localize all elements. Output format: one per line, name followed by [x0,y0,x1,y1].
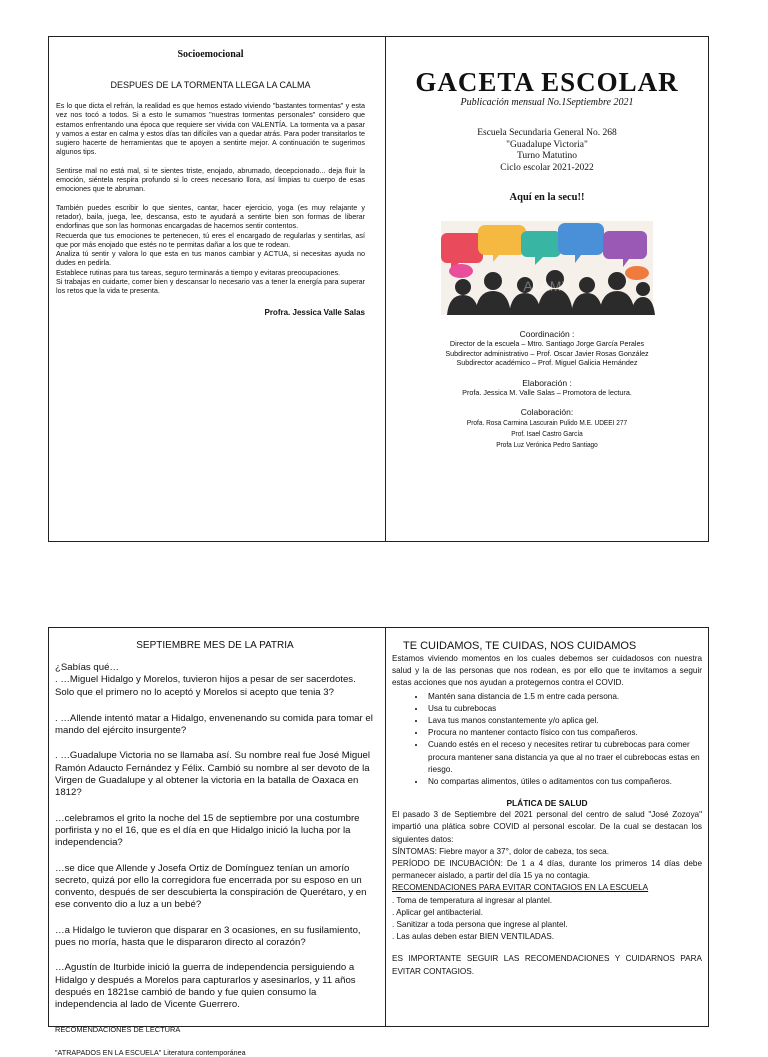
elaboration-line: Profa. Jessica M. Valle Salas – Promotora de lectura. [462,387,632,397]
paragraph: Si trabajas en cuidarte, comer bien y descansar lo necesario vas a tener la energía para superar los retos que la vida te presenta. [56,277,365,296]
paragraph: Analiza tú sentir y valora lo que esta en tus manos cambiar y ACTUA, si necesitas ayuda no dudes en pedirla. [56,249,365,268]
author-signature: Profra. Jessica Valle Salas [264,307,365,317]
recommendations-heading: RECOMENDACIONES PARA EVITAR CONTAGIOS EN LA ESCUELA [392,883,649,893]
tagline: Aquí en la secu!! [509,192,585,204]
fact-item: …Agustín de Iturbide inició la guerra de independencia persiguiendo a Hidalgo y después a Morelos para capturarlos y asesinarlos, y 11 años después en 1821se cambió de bando y fue quien consumo la independencia al lado de Vicente Guerrero. [55,962,356,1011]
paragraph: Es lo que dicta el refrán, la realidad es que hemos estado viviendo "bastantes tormentas" y esta vez nos tocó a todos. Si a esto le sumamos "nuestras tormentas personales" considero que estamos enfrentando una época que requiere ser vivida con VALENTÍA. La tormenta va a pasar y vamos a estar en calma y estos días tan difíciles van a quedar atrás. Para poder transitarlos te sugiero hacerte de herramientas que te apoyen a sentirte mejor. A continuación te sugerimos algunos tips. [56,101,365,157]
closing-note: ES IMPORTANTE SEGUIR LAS RECOMENDACIONES Y CUIDARNOS PARA EVITAR CONTAGIOS. [392,954,702,976]
coordination-line: Subdirector académico – Prof. Miguel Galicia Hernández [456,358,638,368]
recommendation-item: . Aplicar gel antibacterial. [392,907,484,917]
prevention-list [392,691,702,789]
paragraph: Recuerda que tus emociones te pertenecen, tú eres el encargado de regularlas y sentirlas, así que por más enojado que estés no te permitas dañar a los que te rodean. [56,230,365,249]
incubation-line: PERÍODO DE INCUBACIÓN: De 1 a 4 días, durante los primeros 14 días debe permanecer aislado, a partir del día 15 ya no contagia. [392,859,702,881]
list-item: • No compartas alimentos, útiles o aditamentos con tus compañeros. [426,776,702,788]
coordination-line: Subdirector administrativo – Prof. Oscar Javier Rosas González [445,348,649,358]
list-item: • Mantén sana distancia de 1.5 m entre cada persona. [426,691,702,703]
school-line: "Guadalupe Victoria" [506,139,588,150]
sabias-que-intro: ¿Sabías qué… [55,662,119,673]
section-title: SEPTIEMBRE MES DE LA PATRIA [136,640,294,651]
watermark: ALAMY [523,278,571,295]
collaboration-line: Profa Luz Verónica Pedro Santiago [496,440,598,450]
people-talking-illustration [441,221,653,315]
fact-item: …se dice que Allende y Josefa Ortiz de Domínguez tenían un amorío secreto, quizá por ello la corregidora fue encerrada por su esposo en un convento, después de ser descubierta la conspiración de Querétaro, y en ese convento dio a luz a un bebé? [55,862,367,911]
book-recommendation: "ATRAPADOS EN LA ESCUELA" Literatura contemporánea [55,1047,246,1057]
school-info [386,128,708,174]
recommendation-item: . Toma de temperatura al ingresar al plantel. [392,895,553,905]
salud-panel [385,627,709,1027]
list-item: • Procura no mantener contacto físico con tus compañeros. [426,727,702,739]
cover-panel [385,36,709,542]
coordination-line: Director de la escuela – Mtro. Santiago Jorge García Perales [449,339,645,349]
school-line: Escuela Secundaria General No. 268 [477,128,617,138]
fact-item: . …Miguel Hidalgo y Morelos, tuvieron hijos a pesar de ser sacerdotes. Solo que el primero no lo aceptó y Morelos si acepto que tenia 3? [55,674,356,698]
article-title: DESPUES DE LA TORMENTA LLEGA LA CALMA [110,80,311,90]
section-title: TE CUIDAMOS, TE CUIDAS, NOS CUIDAMOS [403,640,637,652]
talk-paragraph: El pasado 3 de Septiembre del 2021 personal del centro de salud "José Zozoya" impartió una plática sobre COVID al personal escolar. De la cual se destacan los siguientes datos: [392,810,702,844]
speech-bubbles-image [441,221,653,315]
list-item: • Lava tus manos constantemente y/o aplica gel. [426,715,702,727]
school-line: Turno Matutino [516,151,578,162]
intro-paragraph: Estamos viviendo momentos en los cuales debemos ser cuidadosos con nuestra salud y la de las personas que nos rodean, es por ello que te invitamos a seguir estas acciones que nos ayudan a protegernos contra el COVID. [392,654,702,688]
paragraph: Sentirse mal no está mal, si te sientes triste, enojado, abrumado, decepcionado... deja fluir la emoción, siéntela respira profundo si lo crees necesario llora, así limpias tu cuerpo de esas emociones que te abruman. [56,165,365,194]
recommendation-item: . Las aulas deben estar BIEN VENTILADAS. [392,932,555,942]
list-item: • Cuando estés en el receso y necesites retirar tu cubrebocas para comer procura mantener sana distancia ya que al no traer el cubrebocas estas en riesgo. [426,739,702,776]
paragraph: Establece rutinas para tus tareas, seguro terminarás a tiempo y evitaras preocupaciones. [56,267,341,277]
section-title: Socioemocional [177,49,244,60]
elaboration-heading: Elaboración : [522,377,572,388]
publication-subtitle: Publicación mensual No.1Septiembre 2021 [460,97,634,108]
talk-heading: PLÁTICA DE SALUD [506,798,588,809]
collaboration-line: Profa. Rosa Carmina Lascurain Pulido M.E. UDEEI 277 [466,418,628,427]
socioemocional-panel [48,36,386,542]
school-line: Ciclo escolar 2021-2022 [500,162,594,173]
patria-panel [48,627,386,1057]
fact-item: . …Guadalupe Victoria no se llamaba así. Su nombre real fue José Miguel Ramón Adaucto Fernández y Félix. Cambió su nombre al ser devoto de la Virgen de Guadalupe y al obtener la victoria en la batalla de Oaxaca en 1812? [55,750,370,799]
collaboration-line: Prof. Isael Castro García [511,429,583,439]
list-item: • Usa tu cubrebocas [426,703,702,715]
collaboration-heading: Colaboración: [520,407,574,417]
fact-item: …celebramos el grito la noche del 15 de septiembre por una costumbre porfirista y no el 16, que es el día en que Hidalgo inició la lucha por la independencia? [55,812,360,849]
reading-heading: RECOMENDACIONES DE LECTURA [55,1024,181,1034]
coordination-heading: Coordinación : [519,329,575,340]
symptoms-line: SÍNTOMAS: Fiebre mayor a 37°, dolor de cabeza, tos seca. [392,846,610,856]
recommendation-item: . Sanitizar a toda persona que ingrese al plantel. [392,920,568,930]
paragraph: También puedes escribir lo que sientes, cantar, hacer ejercicio, yoga (es muy relajante y retador), baila, juega, lee, descansa, esto te ayudará a sentirte bien son formas de liberar endorfinas que son las hormonas encargadas de hacernos sentir contentos. [56,202,365,231]
fact-item: …a Hidalgo le tuvieron que disparar en 3 ocasiones, en su fusilamiento, pues no moría, hasta que le dispararon directo al corazón? [55,924,361,949]
fact-item: . …Allende intentó matar a Hidalgo, envenenando su comida para tomar el mando del ejército insurgente? [55,712,373,737]
masthead: GACETA ESCOLAR [415,67,679,97]
